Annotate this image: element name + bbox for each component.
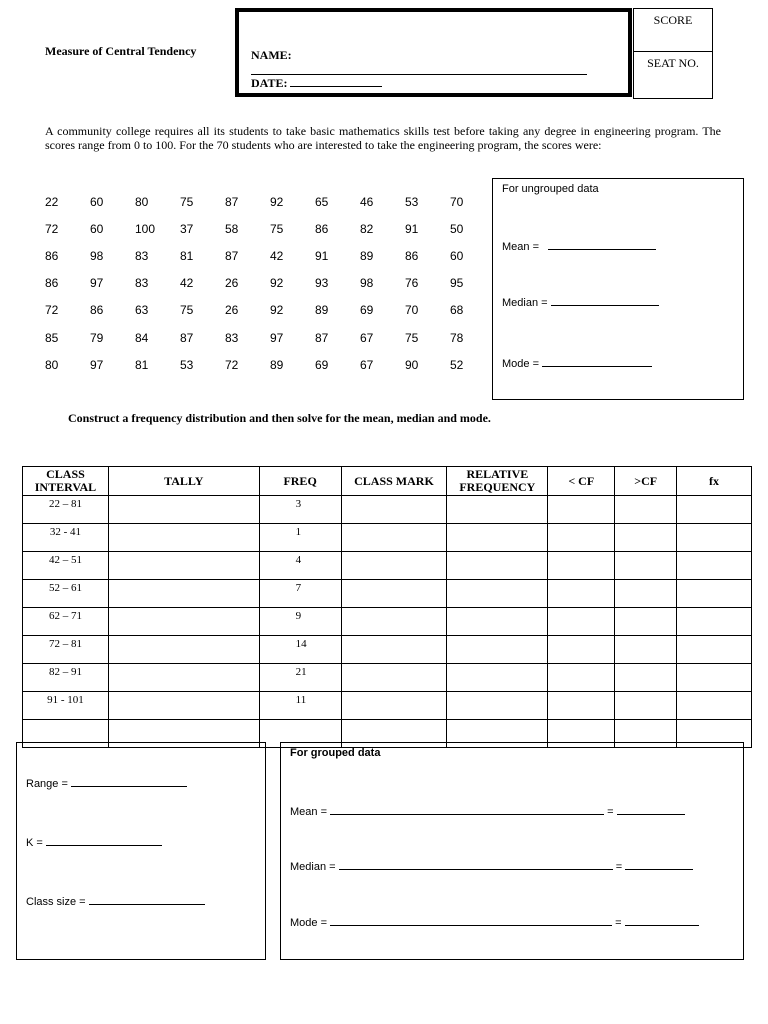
frequency-table-row [23, 524, 752, 552]
score-value: 92 [270, 303, 284, 318]
score-value: 69 [360, 303, 374, 318]
scores-row [45, 242, 495, 269]
relative-frequency-cell[interactable] [447, 692, 548, 720]
score-value: 100 [135, 221, 156, 236]
frequency-table-header [23, 467, 752, 496]
class-interval-cell: 62 – 71 [23, 608, 109, 636]
class-mark-cell[interactable] [341, 692, 447, 720]
score-value: 93 [315, 276, 329, 291]
header-relative-frequency: RELATIVE FREQUENCY [447, 467, 548, 496]
score-value: 70 [450, 194, 464, 209]
less-cf-cell[interactable] [548, 552, 615, 580]
ungrouped-mean-label: Mean = [502, 241, 539, 253]
score-value: 86 [315, 221, 329, 236]
header-class-interval: CLASS INTERVAL [23, 467, 109, 496]
relative-frequency-cell[interactable] [447, 580, 548, 608]
ungrouped-mode-label: Mode = [502, 358, 539, 370]
less-cf-cell[interactable] [548, 580, 615, 608]
score-value: 53 [180, 357, 194, 372]
frequency-table-row [23, 496, 752, 524]
score-value: 86 [405, 248, 419, 263]
freq-cell: 3 [259, 496, 341, 524]
score-value: 72 [45, 303, 59, 318]
tally-cell[interactable] [108, 496, 259, 524]
freq-cell: 9 [259, 608, 341, 636]
score-value: 97 [90, 357, 104, 372]
score-value: 70 [405, 303, 419, 318]
score-value: 68 [450, 303, 464, 318]
ungrouped-mode-blank[interactable] [542, 355, 652, 367]
score-value: 92 [270, 276, 284, 291]
class-mark-cell[interactable] [341, 636, 447, 664]
less-cf-cell[interactable] [548, 524, 615, 552]
tally-cell[interactable] [108, 664, 259, 692]
score-value: 97 [270, 330, 284, 345]
k-blank[interactable] [46, 834, 162, 846]
scores-row [45, 297, 495, 324]
freq-cell: 4 [259, 552, 341, 580]
score-value: 92 [270, 194, 284, 209]
class-interval-cell: 82 – 91 [23, 664, 109, 692]
freq-cell: 7 [259, 580, 341, 608]
score-value: 37 [180, 221, 194, 236]
grouped-median-label: Median = [290, 861, 336, 873]
ungrouped-mode-row [502, 355, 652, 370]
header-less-cf: < CF [548, 467, 615, 496]
score-value: 26 [225, 303, 239, 318]
grouped-median-formula-blank[interactable] [339, 858, 613, 870]
score-value: 89 [270, 357, 284, 372]
tally-cell[interactable] [108, 636, 259, 664]
tally-cell[interactable] [108, 692, 259, 720]
score-value: 60 [450, 248, 464, 263]
freq-cell: 11 [259, 692, 341, 720]
ungrouped-mean-row [502, 238, 656, 253]
fx-cell[interactable] [677, 580, 752, 608]
grouped-mode-equals: = [615, 917, 622, 929]
relative-frequency-cell[interactable] [447, 552, 548, 580]
score-value: 80 [45, 357, 59, 372]
score-value: 85 [45, 330, 59, 345]
ungrouped-data-box [492, 178, 744, 400]
header-greater-cf: >CF [615, 467, 677, 496]
score-value: 52 [450, 357, 464, 372]
score-value: 86 [45, 276, 59, 291]
header-freq: FREQ [259, 467, 341, 496]
header-class-mark: CLASS MARK [341, 467, 447, 496]
grouped-median-answer-blank[interactable] [625, 858, 693, 870]
grouped-mean-answer-blank[interactable] [617, 803, 685, 815]
class-interval-cell: 32 - 41 [23, 524, 109, 552]
score-value: 80 [135, 194, 149, 209]
scores-row [45, 351, 495, 378]
less-cf-cell[interactable] [548, 636, 615, 664]
score-value: 26 [225, 276, 239, 291]
greater-cf-cell[interactable] [615, 608, 677, 636]
class-interval-cell: 22 – 81 [23, 496, 109, 524]
header-fx: fx [677, 467, 752, 496]
class-mark-cell[interactable] [341, 664, 447, 692]
class-size-label: Class size = [26, 896, 86, 908]
score-value: 82 [360, 221, 374, 236]
less-cf-cell[interactable] [548, 608, 615, 636]
score-value: 60 [90, 221, 104, 236]
score-value: 76 [405, 276, 419, 291]
greater-cf-cell[interactable] [615, 524, 677, 552]
score-value: 83 [225, 330, 239, 345]
grouped-median-equals: = [615, 861, 623, 873]
class-interval-cell: 42 – 51 [23, 552, 109, 580]
score-value: 98 [360, 276, 374, 291]
class-size-row [26, 893, 205, 908]
greater-cf-cell[interactable] [615, 552, 677, 580]
score-value: 83 [135, 276, 149, 291]
seat-no-box[interactable] [633, 52, 713, 99]
less-cf-cell[interactable] [548, 664, 615, 692]
problem-statement: A community college requires all its students to take basic mathematics skills test before taking any degree in engineering program. The scores range from 0 to 100. For the 70 students who are interested to take the engineering program, the scores were: [45, 124, 721, 152]
grouped-mode-formula-blank[interactable] [330, 914, 612, 926]
score-value: 91 [405, 221, 419, 236]
greater-cf-cell[interactable] [615, 664, 677, 692]
score-value: 97 [90, 276, 104, 291]
name-blank[interactable] [251, 63, 587, 75]
score-value: 84 [135, 330, 149, 345]
fx-cell[interactable] [677, 496, 752, 524]
fx-cell[interactable] [677, 608, 752, 636]
frequency-table-row [23, 692, 752, 720]
score-value: 81 [135, 357, 149, 372]
grouped-median-row [290, 858, 693, 873]
scores-row [45, 215, 495, 242]
score-value: 83 [135, 248, 149, 263]
class-mark-cell[interactable] [341, 552, 447, 580]
score-value: 78 [450, 330, 464, 345]
scores-grid [45, 188, 495, 378]
k-row [26, 834, 162, 849]
greater-cf-cell[interactable] [615, 580, 677, 608]
worksheet-title: Measure of Central Tendency [45, 44, 197, 58]
score-value: 87 [225, 248, 239, 263]
grouped-mean-formula-blank[interactable] [330, 803, 604, 815]
score-value: 75 [270, 221, 284, 236]
fx-cell[interactable] [677, 636, 752, 664]
frequency-table [22, 466, 752, 748]
k-label: K = [26, 837, 43, 849]
score-value: 75 [405, 330, 419, 345]
frequency-table-row [23, 664, 752, 692]
score-value: 87 [315, 330, 329, 345]
ungrouped-mean-blank[interactable] [548, 238, 656, 250]
fx-cell[interactable] [677, 552, 752, 580]
relative-frequency-cell[interactable] [447, 636, 548, 664]
score-value: 81 [180, 248, 194, 263]
score-value: 86 [90, 303, 104, 318]
less-cf-cell[interactable] [548, 692, 615, 720]
greater-cf-cell[interactable] [615, 692, 677, 720]
score-value: 42 [270, 248, 284, 263]
grouped-mean-equals: = [607, 806, 614, 818]
less-cf-cell[interactable] [548, 496, 615, 524]
date-label: DATE: [251, 76, 288, 90]
tally-cell[interactable] [108, 524, 259, 552]
class-mark-cell[interactable] [341, 580, 447, 608]
class-mark-cell[interactable] [341, 496, 447, 524]
score-value: 79 [90, 330, 104, 345]
grouped-mean-row [290, 803, 685, 818]
fx-cell[interactable] [677, 664, 752, 692]
frequency-table-row [23, 608, 752, 636]
score-value: 95 [450, 276, 464, 291]
scores-row [45, 188, 495, 215]
score-value: 53 [405, 194, 419, 209]
grouped-mode-label: Mode = [290, 917, 327, 929]
score-value: 90 [405, 357, 419, 372]
score-value: 89 [315, 303, 329, 318]
range-label: Range = [26, 778, 68, 790]
score-value: 69 [315, 357, 329, 372]
relative-frequency-cell[interactable] [447, 608, 548, 636]
score-value: 58 [225, 221, 239, 236]
name-label: NAME: [251, 48, 292, 62]
score-value: 50 [450, 221, 464, 236]
grouped-mode-row [290, 914, 699, 929]
score-value: 67 [360, 357, 374, 372]
score-value: 72 [45, 221, 59, 236]
frequency-table-row [23, 636, 752, 664]
relative-frequency-cell[interactable] [447, 496, 548, 524]
score-value: 22 [45, 194, 59, 209]
freq-cell: 21 [259, 664, 341, 692]
frequency-table-row [23, 580, 752, 608]
grouped-mode-answer-blank[interactable] [625, 914, 699, 926]
range-box [16, 742, 266, 960]
greater-cf-cell[interactable] [615, 636, 677, 664]
tally-cell[interactable] [108, 608, 259, 636]
score-label: SCORE [653, 13, 693, 27]
score-value: 67 [360, 330, 374, 345]
score-value: 72 [225, 357, 239, 372]
score-value: 75 [180, 194, 194, 209]
grouped-mean-label: Mean = [290, 806, 327, 818]
score-value: 86 [45, 248, 59, 263]
relative-frequency-cell[interactable] [447, 664, 548, 692]
range-blank[interactable] [71, 775, 187, 787]
ungrouped-title: For ungrouped data [502, 183, 599, 195]
class-mark-cell[interactable] [341, 524, 447, 552]
tally-cell[interactable] [108, 580, 259, 608]
ungrouped-median-row [502, 294, 659, 309]
score-value: 87 [225, 194, 239, 209]
fx-cell[interactable] [677, 692, 752, 720]
scores-row [45, 324, 495, 351]
instruction-text: Construct a frequency distribution and then solve for the mean, median and mode. [68, 411, 491, 425]
grouped-title: For grouped data [290, 747, 381, 759]
ungrouped-median-blank[interactable] [551, 294, 659, 306]
freq-cell: 1 [259, 524, 341, 552]
score-value: 63 [135, 303, 149, 318]
date-blank[interactable] [290, 75, 382, 87]
class-mark-cell[interactable] [341, 608, 447, 636]
class-size-blank[interactable] [89, 893, 205, 905]
score-value: 60 [90, 194, 104, 209]
relative-frequency-cell[interactable] [447, 524, 548, 552]
score-value: 91 [315, 248, 329, 263]
class-interval-cell: 52 – 61 [23, 580, 109, 608]
score-value: 65 [315, 194, 329, 209]
score-value: 75 [180, 303, 194, 318]
score-value: 89 [360, 248, 374, 263]
freq-cell: 14 [259, 636, 341, 664]
score-value: 42 [180, 276, 194, 291]
frequency-table-row [23, 552, 752, 580]
class-interval-cell: 91 - 101 [23, 692, 109, 720]
tally-cell[interactable] [108, 552, 259, 580]
range-row [26, 775, 187, 790]
score-value: 46 [360, 194, 374, 209]
ungrouped-median-label: Median = [502, 297, 548, 309]
greater-cf-cell[interactable] [615, 496, 677, 524]
name-date-box [235, 8, 632, 97]
class-interval-cell: 72 – 81 [23, 636, 109, 664]
seat-no-label: SEAT NO. [647, 56, 699, 70]
score-value: 98 [90, 248, 104, 263]
scores-row [45, 270, 495, 297]
score-value: 87 [180, 330, 194, 345]
grouped-data-box [280, 742, 744, 960]
fx-cell[interactable] [677, 524, 752, 552]
score-box[interactable] [633, 8, 713, 52]
header-tally: TALLY [108, 467, 259, 496]
date-row [251, 75, 382, 91]
